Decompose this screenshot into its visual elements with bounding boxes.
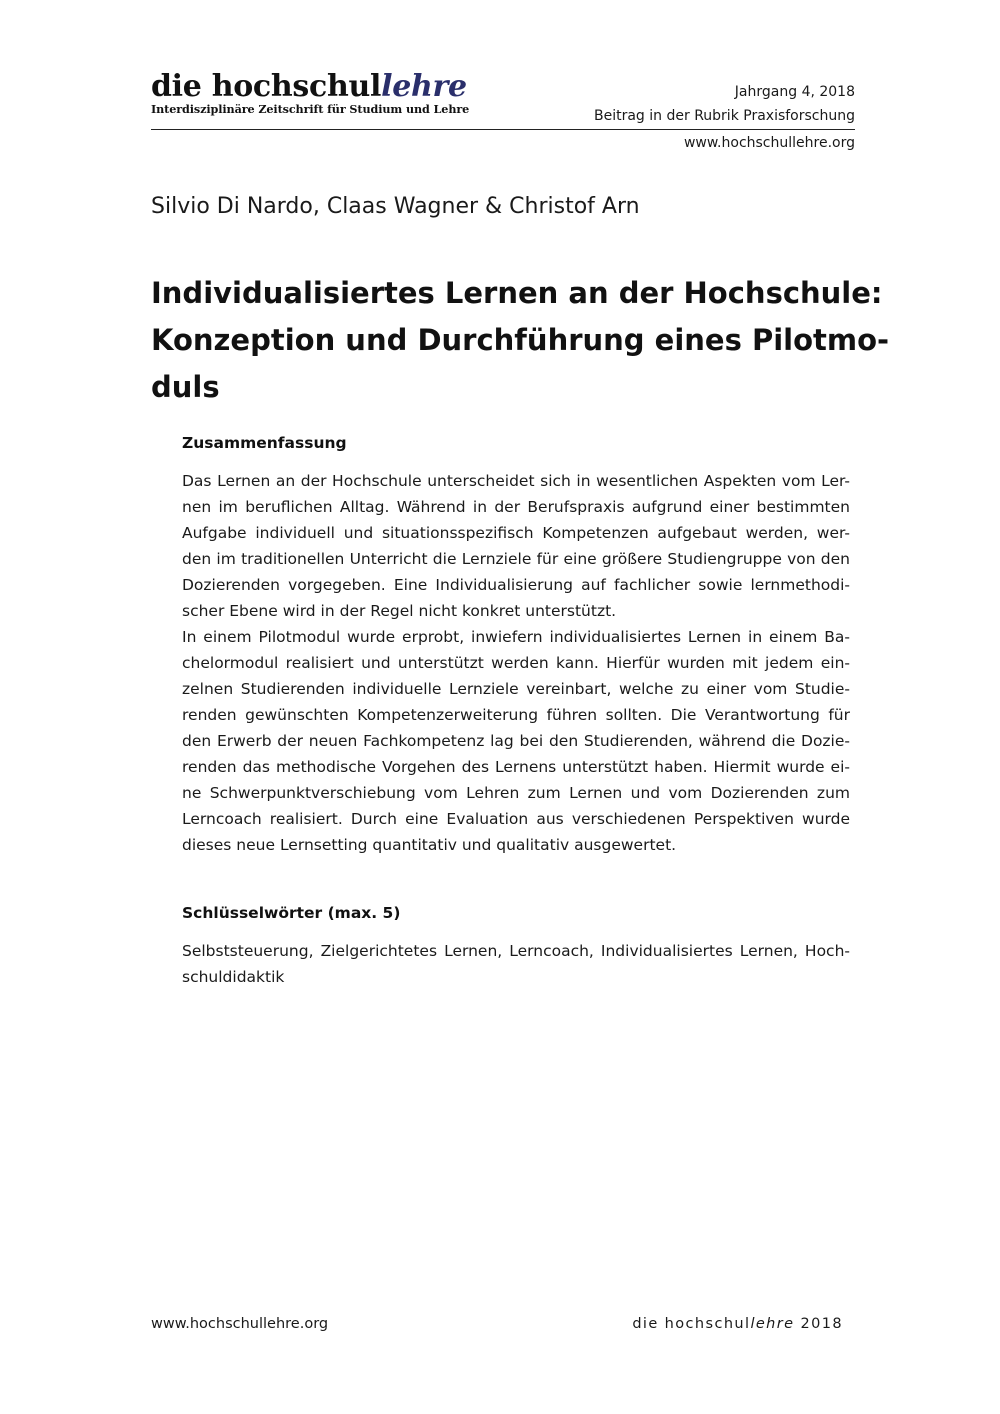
abstract-line: nen im beruflichen Alltag. Während in der Berufspraxis aufgrund einer bestimmten: [182, 498, 850, 516]
abstract-line: scher Ebene wird in der Regel nicht konkret unterstützt.: [182, 602, 617, 620]
keywords-heading: Schlüsselwörter (max. 5): [182, 904, 401, 922]
keywords-line: schuldidaktik: [182, 968, 285, 986]
abstract-line: In einem Pilotmodul wurde erprobt, inwiefern individualisiertes Lernen in einem Ba-: [182, 628, 850, 646]
abstract-line: chelormodul realisiert und unterstützt werden kann. Hierfür wurden mit jedem ein-: [182, 654, 850, 672]
abstract-line: renden das methodische Vorgehen des Lernens unterstützt haben. Hiermit wurde ei-: [182, 758, 850, 776]
header-website-link[interactable]: www.hochschullehre.org: [683, 135, 855, 151]
abstract-line: Lerncoach realisiert. Durch eine Evaluation aus verschiedenen Perspektiven wurde: [182, 810, 850, 828]
abstract-line: dieses neue Lernsetting quantitativ und qualitativ ausgewertet.: [182, 836, 677, 854]
rubric-label: Beitrag in der Rubrik Praxisforschung: [594, 108, 855, 124]
abstract-line: den Erwerb der neuen Fachkompetenz lag bei den Studierenden, während die Dozie-: [182, 732, 850, 750]
abstract-heading: Zusammenfassung: [182, 434, 347, 452]
abstract-line: Das Lernen an der Hochschule unterscheidet sich in wesentlichen Aspekten vom Ler-: [182, 472, 850, 490]
abstract-line: Aufgabe individuell und situationsspezifisch Kompetenzen aufgebaut werden, wer-: [182, 524, 850, 542]
journal-name: [151, 70, 469, 104]
title-line: duls: [151, 370, 220, 404]
volume-label: Jahrgang 4, 2018: [734, 84, 855, 100]
footer-journal-part2: lehre: [750, 1316, 795, 1332]
journal-name-part2: lehre: [381, 69, 467, 104]
abstract-body: [182, 468, 850, 858]
article-title: [151, 270, 890, 411]
abstract-line: den im traditionellen Unterricht die Lernziele für eine größere Studiengruppe von den: [182, 550, 850, 568]
journal-subtitle: Interdisziplinäre Zeitschrift für Studium und Lehre: [151, 102, 470, 116]
footer-website-link[interactable]: www.hochschullehre.org: [151, 1316, 329, 1332]
abstract-section: [182, 432, 850, 858]
abstract-line: Dozierenden vorgegeben. Eine Individualisierung auf fachlicher sowie lernmethodi-: [182, 576, 850, 594]
title-line: Konzeption und Durchführung eines Pilotmo-: [151, 323, 890, 357]
journal-name-part1: die hochschul: [151, 69, 382, 104]
journal-logo: [151, 70, 469, 116]
footer-journal-label: [632, 1313, 843, 1335]
header-divider: [151, 129, 855, 130]
title-line: Individualisiertes Lernen an der Hochschule:: [151, 276, 883, 310]
keywords-line: Selbststeuerung, Zielgerichtetes Lernen, Lerncoach, Individualisiertes Lernen, Hoch-: [182, 942, 850, 960]
abstract-line: zelnen Studierenden individuelle Lernziele vereinbart, welche zu einer vom Studie-: [182, 680, 850, 698]
abstract-line: ne Schwerpunktverschiebung vom Lehren zum Lernen und vom Dozierenden zum: [182, 784, 850, 802]
article-authors: Silvio Di Nardo, Claas Wagner & Christof Arn: [151, 194, 640, 219]
issue-info: [594, 80, 855, 128]
keywords-body: [182, 938, 850, 990]
footer-year: 2018: [800, 1316, 843, 1332]
footer-journal-part1: die hochschul: [632, 1316, 751, 1332]
keywords-section: [182, 902, 850, 990]
abstract-line: renden gewünschten Kompetenzerweiterung führen sollten. Die Verantwortung für: [182, 706, 850, 724]
